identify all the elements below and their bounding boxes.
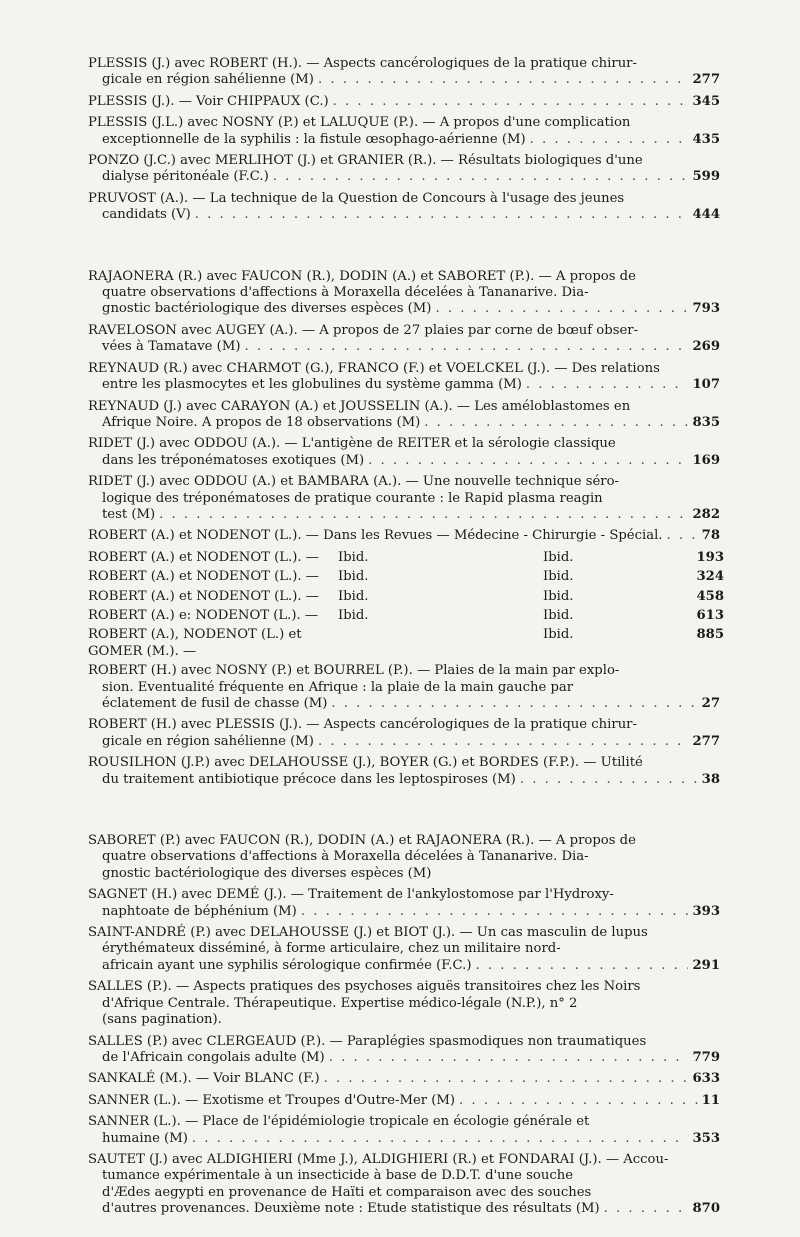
entry-text: test (M) [102,506,156,522]
entry-text: SALLES (P.). — Aspects pratiques des psychoses aiguës transitoires chez les Noirs [88,979,641,995]
entry-text: REYNAUD (R.) avec CHARMOT (G.), FRANCO (F.) et VOELCKEL (J.). — Des relations [88,360,660,376]
entry-text: africain ayant une syphilis sérologique confirmée (F.C.) [102,957,472,973]
entry-text: SABORET (P.) avec FAUCON (R.), DODIN (A.) et RAJAONERA (R.). — A propos de [88,833,636,849]
index-entry [88,663,720,712]
page-number: 613 [696,607,724,623]
dot-leader [318,72,689,88]
dot-leader [459,1093,698,1109]
ibid-cell: Ibid. [338,549,369,565]
entry-text: d'autres provenances. Deuxième note : Etude statistique des résultats (M) [102,1201,600,1217]
index-entry [88,436,720,469]
dot-leader [273,169,689,185]
letter-separator [88,793,720,833]
author-index-column [88,56,724,1223]
ibid-cell: Ibid. [543,607,574,623]
ibid-cell [338,627,543,660]
entry-text: PLESSIS (J.). — Voir CHIPPAUX (C.) [88,93,329,109]
entry-text: éclatement de fusil de chasse (M) [102,696,328,711]
index-entry [88,1152,720,1218]
entry-text: SANNER (L.). — Place de l'épidémiologie tropicale en écologie générale et [88,1114,590,1130]
entry-text: dialyse péritonéale (F.C.) [102,169,269,185]
entry-text: d'Afrique Centrale. Thérapeutique. Expertise médico-légale (N.P.), n° 2 [102,995,578,1011]
entry-text: logique des tréponématoses de pratique courante : le Rapid plasma reagin [102,490,603,506]
entry-text: PRUVOST (A.). — La technique de la Question de Concours à l'usage des jeunes [88,190,625,206]
index-entry [88,399,720,432]
dot-leader [520,772,698,788]
page-number: 393 [692,903,720,919]
entry-text: PONZO (J.C.) avec MERLIHOT (J.) et GRANIER (R.). — Résultats biologiques d'une [88,153,643,169]
ibid-cell: Ibid. [338,588,369,604]
ibid-cell: Ibid. [543,627,574,643]
entry-text: gicale en région sahélienne (M) [102,72,314,88]
index-entry [88,94,720,110]
page-number: 277 [692,72,720,88]
entry-text: candidats (V) [102,207,191,223]
ibid-cell: Ibid. [543,569,574,585]
entry-text: SAGNET (H.) avec DEMÉ (J.). — Traitement de l'ankylostomose par l'Hydroxy- [88,887,614,903]
index-entry [88,1093,720,1109]
ibid-cell: ROBERT (A.) et NODENOT (L.). — [88,569,319,585]
index-entry [88,191,720,224]
index-entry [88,833,720,882]
dot-leader [530,132,689,148]
entry-text: RAVELOSON avec AUGEY (A.). — A propos de 27 plaies par corne de bœuf obser- [88,322,639,338]
dot-leader [324,1071,689,1087]
page-number: 435 [692,131,720,147]
entry-text: SALLES (P.) avec CLERGEAUD (P.). — Paraplégies spasmodiques non traumatiques [88,1033,647,1049]
dot-leader [424,415,688,431]
ibid-cell: ROBERT (A.) e: NODENOT (L.). — [88,607,319,623]
entry-text: naphtoate de béphénium (M) [102,903,297,919]
entry-text: SANNER (L.). — Exotisme et Troupes d'Outre-Mer (M) [88,1092,456,1108]
index-entry [88,1114,720,1147]
entry-text: vées à Tamatave (M) [102,339,241,355]
ibid-row [88,627,724,660]
dot-leader [604,1201,689,1217]
ibid-cell: ROBERT (A.) et NODENOT (L.). — [88,549,319,565]
entry-text: sion. Eventualité fréquente en Afrique : la plaie de la main gauche par [102,679,574,695]
entry-text: de l'Africain congolais adulte (M) [102,1049,325,1065]
ibid-cell: Ibid. [543,549,574,565]
page-number: 38 [701,771,720,787]
page-number: 779 [692,1049,720,1065]
index-entry [88,717,720,750]
page-number: 107 [692,377,720,393]
dot-leader [244,339,688,355]
entry-text: RIDET (J.) avec ODDOU (A.) et BAMBARA (A.). — Une nouvelle technique séro- [88,474,619,490]
page-number: 633 [692,1071,720,1087]
entry-text: dans les tréponématoses exotiques (M) [102,452,365,468]
page-number: 345 [692,93,720,109]
dot-leader [526,377,689,393]
entry-text: gnostic bactériologique des diverses espèces (M) [102,301,432,317]
page-number: 444 [692,207,720,223]
entry-text: RIDET (J.) avec ODDOU (A.). — L'antigène de REITER et la sérologie classique [88,436,616,452]
dot-leader [318,734,689,750]
entry-text: quatre observations d'affections à Moraxella décelées à Tananarive. Dia- [102,285,589,301]
index-entry [88,925,720,974]
entry-text: ROBERT (H.) avec NOSNY (P.) et BOURREL (P.). — Plaies de la main par explo- [88,663,620,679]
ibid-row [88,549,724,566]
page-number: 885 [696,627,724,643]
entry-text: gnostic bactériologique des diverses espèces (M) [102,865,432,881]
entry-text: (sans pagination). [102,1012,222,1028]
entry-text: tumance expérimentale à un insecticide à base de D.D.T. d'une souche [102,1168,574,1184]
dot-leader [159,507,688,523]
page-number: 458 [696,588,724,604]
dot-leader [192,1131,689,1147]
ibid-cell: Ibid. [338,607,369,623]
index-entry [88,269,720,318]
page-number: 324 [696,569,724,585]
ibid-row [88,588,724,605]
entry-text: gicale en région sahélienne (M) [102,733,314,749]
letter-separator [88,229,720,269]
page-number: 870 [692,1201,720,1217]
dot-leader [476,958,689,974]
ibid-cell: Ibid. [543,588,574,604]
entry-text: Afrique Noire. A propos de 18 observations (M) [102,414,421,430]
entry-text: exceptionnelle de la syphilis : la fistule œsophago-aérienne (M) [102,131,526,147]
entry-text: RAJAONERA (R.) avec FAUCON (R.), DODIN (A.) et SABORET (P.). — A propos de [88,268,636,284]
index-entry [88,361,720,394]
index-entry [88,153,720,186]
page-number: 193 [696,549,724,565]
index-entry [88,755,720,788]
page-number: 291 [692,957,720,973]
page-number: 835 [692,414,720,430]
index-entry [88,887,720,920]
entry-text: PLESSIS (J.) avec ROBERT (H.). — Aspects cancérologiques de la pratique chirur- [88,56,637,71]
entry-text: érythémateux disséminé, à forme articulaire, chez un militaire nord- [102,941,561,957]
ibid-cell: Ibid. [338,569,369,585]
dot-leader [333,94,689,110]
ibid-table [88,549,724,660]
page-number: 793 [692,301,720,317]
dot-leader [368,453,688,469]
index-entry [88,56,720,89]
page-number: 269 [692,339,720,355]
entry-text: entre les plasmocytes et les globulines du système gamma (M) [102,377,522,393]
ibid-row [88,569,724,585]
index-entry [88,1034,720,1067]
page-number: 282 [692,506,720,522]
ibid-cell: ROBERT (A.), NODENOT (L.) et GOMER (M.). — [88,627,302,659]
page-number: 169 [692,452,720,468]
entry-text: REYNAUD (J.) avec CARAYON (A.) et JOUSSELIN (A.). — Les améloblastomes en [88,398,631,414]
dot-leader [435,301,688,317]
ibid-row [88,607,724,624]
dot-leader [329,1050,689,1066]
index-entry [88,323,720,356]
entry-text: quatre observations d'affections à Moraxella décelées à Tananarive. Dia- [102,849,589,865]
dot-leader [331,696,697,712]
entry-text: ROBERT (H.) avec PLESSIS (J.). — Aspects cancérologiques de la pratique chirur- [88,717,637,733]
index-entry [88,474,720,523]
dot-leader [666,528,697,544]
entry-text: PLESSIS (J.L.) avec NOSNY (P.) et LALUQUE (P.). — A propos d'une complication [88,115,631,131]
entry-text: SAUTET (J.) avec ALDIGHIERI (Mme J.), ALDIGHIERI (R.) et FONDARAI (J.). — Accou- [88,1151,669,1167]
entry-text: humaine (M) [102,1130,188,1146]
entry-text: SANKALÉ (M.). — Voir BLANC (F.) [88,1071,320,1087]
page-number: 27 [701,696,720,711]
entry-text: d'Ædes aegypti en provenance de Haïti et comparaison avec des souches [102,1184,592,1200]
entry-text: ROBERT (A.) et NODENOT (L.). — Dans les Revues — Médecine - Chirurgie - Spécial. [88,528,663,544]
entry-text: SAINT-ANDRÉ (P.) avec DELAHOUSSE (J.) et BIOT (J.). — Un cas masculin de lupus [88,925,648,941]
page-number: 277 [692,733,720,749]
page-number: 599 [692,169,720,185]
index-entry [88,979,720,1028]
page-number: 78 [701,528,720,544]
index-entry [88,115,720,148]
ibid-cell: ROBERT (A.) et NODENOT (L.). — [88,588,319,604]
index-entry [88,1071,720,1087]
dot-leader [195,207,689,223]
index-entry [88,528,720,544]
page-number: 353 [692,1130,720,1146]
dot-leader [301,904,689,920]
entry-text: du traitement antibiotique précoce dans les leptospiroses (M) [102,771,516,787]
page-number: 11 [701,1092,720,1108]
entry-text: ROUSILHON (J.P.) avec DELAHOUSSE (J.), BOYER (G.) et BORDES (F.P.). — Utilité [88,755,643,771]
